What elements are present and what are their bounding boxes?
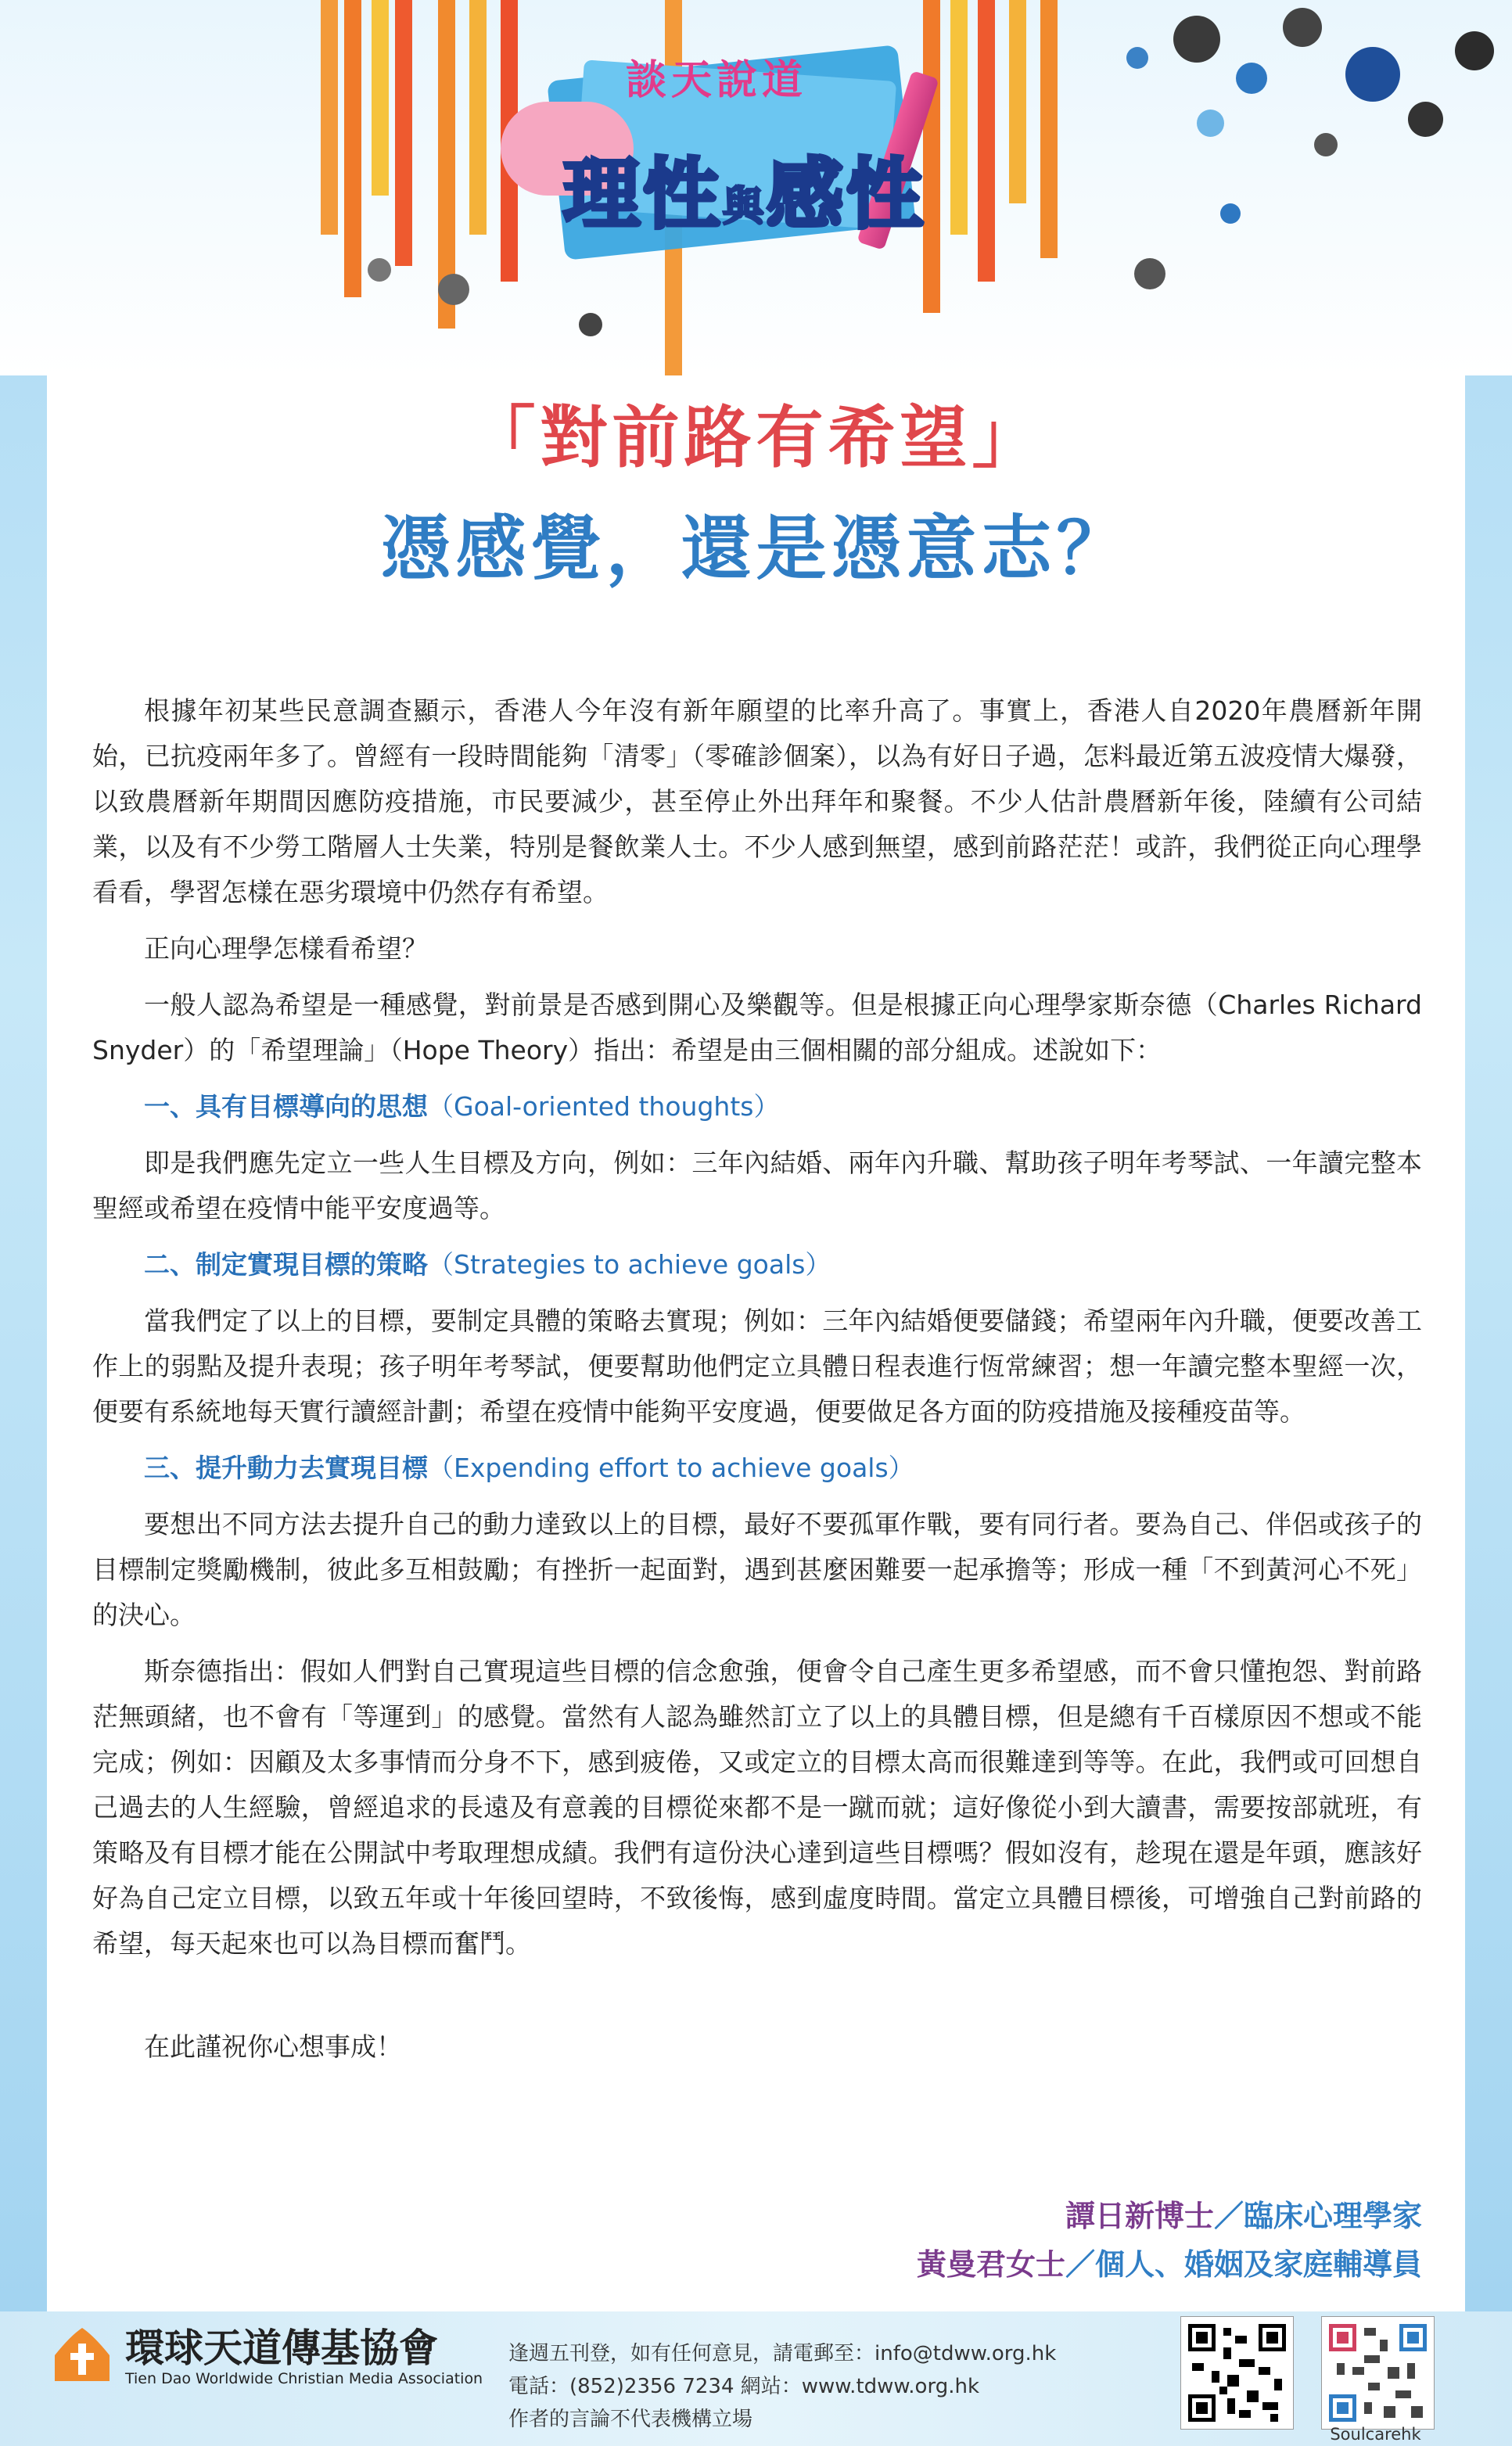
article-body — [92, 688, 1422, 2081]
paragraph: 正向心理學怎樣看希望？ — [144, 933, 428, 964]
dot — [579, 313, 602, 336]
paragraph: 即是我們應先定立一些人生目標及方向，例如：三年內結婚、兩年內升職、幫助孩子明年考琴試、一年讀完整本聖經或希望在疫情中能平安度過等。 — [92, 1148, 1422, 1223]
closing-paragraph: 在此謹祝你心想事成！ — [144, 2031, 402, 2062]
dot — [1236, 63, 1267, 94]
org-name: 環球天道傳基協會 — [125, 2326, 438, 2371]
author-2: 黃曼君女士／個人、婚姻及家庭輔導員 — [916, 2247, 1422, 2282]
stripe — [950, 0, 968, 235]
stripe — [1040, 0, 1058, 258]
logo-main-text: 理性與感性 — [563, 150, 927, 239]
contact-phone-web: 電話：(852)2356 7234 網站：www.tdww.org.hk — [508, 2375, 979, 2398]
church-logo-icon — [47, 2320, 117, 2383]
stripe — [978, 0, 995, 282]
headline-line-2: 憑感覺，還是憑意志？ — [380, 508, 1132, 590]
author-1: 譚日新博士／臨床心理學家 — [1065, 2199, 1422, 2233]
stripe — [372, 0, 389, 196]
section-heading-3: 三、提升動力去實現目標（Expending effort to achieve goals） — [144, 1453, 914, 1483]
dot — [1314, 133, 1338, 156]
dot — [1455, 31, 1494, 70]
stripe — [469, 0, 487, 235]
header-banner — [0, 0, 1512, 375]
contact-info — [508, 2337, 1056, 2436]
paragraph: 斯奈德指出：假如人們對自己實現這些目標的信念愈強，便會令自己產生更多希望感，而不會只懂抱怨、對前路茫無頭緒，也不會有「等運到」的感覺。當然有人認為雖然訂立了以上的具體目標，但是總有千百樣原因不想或不能完成；例如：因顧及太多事情而分身不下，感到疲倦，又或定立的目標太高而很難達到等等。在此，我們或可回想自己過去的人生經驗，曾經追求的長遠及有意義的目標從來都不是一蹴而就；這好像從小到大讀書，需要按部就班，有策略及有目標才能在公開試中考取理想成績。我們有這份決心達到這些目標嗎？假如沒有，趁現在還是年頭，應該好好為自己定立目標，以致五年或十年後回望時，不致後悔，感到虛度時間。當定立具體目標後，可增強自己對前路的希望，每天起來也可以為目標而奮鬥。 — [92, 1656, 1422, 1959]
paragraph: 根據年初某些民意調查顯示，香港人今年沒有新年願望的比率升高了。事實上，香港人自2020年農曆新年開始，已抗疫兩年多了。曾經有一段時間能夠「清零」（零確診個案），以為有好日子過，怎料最近第五波疫情大爆發，以致農曆新年期間因應防疫措施，市民要減少，甚至停止外出拜年和聚餐。不少人估計農曆新年後，陸續有公司結業，以及有不少勞工階層人士失業，特別是餐飲業人士。不少人感到無望，感到前路茫茫！或許，我們從正向心理學看看，學習怎樣在惡劣環境中仍然存有希望。 — [92, 695, 1422, 907]
dot — [1173, 16, 1220, 63]
dot — [1408, 102, 1443, 137]
qr-code-icon[interactable] — [1322, 2317, 1434, 2429]
logo-top-text: 談天說道 — [626, 56, 808, 104]
dot — [1220, 203, 1241, 224]
dot — [438, 274, 469, 305]
dot — [1283, 8, 1322, 47]
disclaimer: 作者的言論不代表機構立場 — [508, 2408, 753, 2431]
qr-label: Soulcarehk — [1330, 2425, 1421, 2444]
paragraph: 一般人認為希望是一種感覺，對前景是否感到開心及樂觀等。但是根據正向心理學家斯奈德（Charles Richard Snyder）的「希望理論」（Hope Theory）指出：希望是由三個相關的部分組成。述說如下： — [92, 990, 1422, 1065]
program-logo — [501, 16, 939, 274]
headline-line-1: 「對前路有希望」 — [468, 399, 1044, 477]
qr-code-icon[interactable] — [1181, 2317, 1293, 2429]
dot — [368, 258, 391, 282]
stripe — [1009, 0, 1026, 203]
contact-email: 逢週五刊登，如有任何意見，請電郵至：info@tdww.org.hk — [508, 2342, 1057, 2365]
dot — [1134, 258, 1165, 289]
section-heading-2: 二、制定實現目標的策略（Strategies to achieve goals） — [144, 1249, 831, 1280]
dot — [1345, 47, 1400, 102]
dot — [1126, 47, 1148, 69]
dot — [1197, 110, 1224, 137]
paragraph: 要想出不同方法去提升自己的動力達致以上的目標，最好不要孤軍作戰，要有同行者。要為自己、伴侶或孩子的目標制定獎勵機制，彼此多互相鼓勵；有挫折一起面對，遇到甚麼困難要一起承擔等；形成一種「不到黃河心不死」的決心。 — [92, 1509, 1422, 1630]
stripe — [395, 0, 412, 266]
section-heading-1: 一、具有目標導向的思想（Goal-oriented thoughts） — [144, 1091, 780, 1122]
paragraph: 當我們定了以上的目標，要制定具體的策略去實現；例如：三年內結婚便要儲錢；希望兩年內升職，便要改善工作上的弱點及提升表現；孩子明年考琴試，便要幫助他們定立具體日程表進行恆常練習；想一年讀完整本聖經一次，便要有系統地每天實行讀經計劃；希望在疫情中能夠平安度過，便要做足各方面的防疫措施及接種疫苗等。 — [92, 1306, 1422, 1427]
stripe — [321, 0, 338, 235]
stripe — [344, 0, 361, 297]
org-english-name: Tien Dao Worldwide Christian Media Association — [125, 2370, 483, 2387]
